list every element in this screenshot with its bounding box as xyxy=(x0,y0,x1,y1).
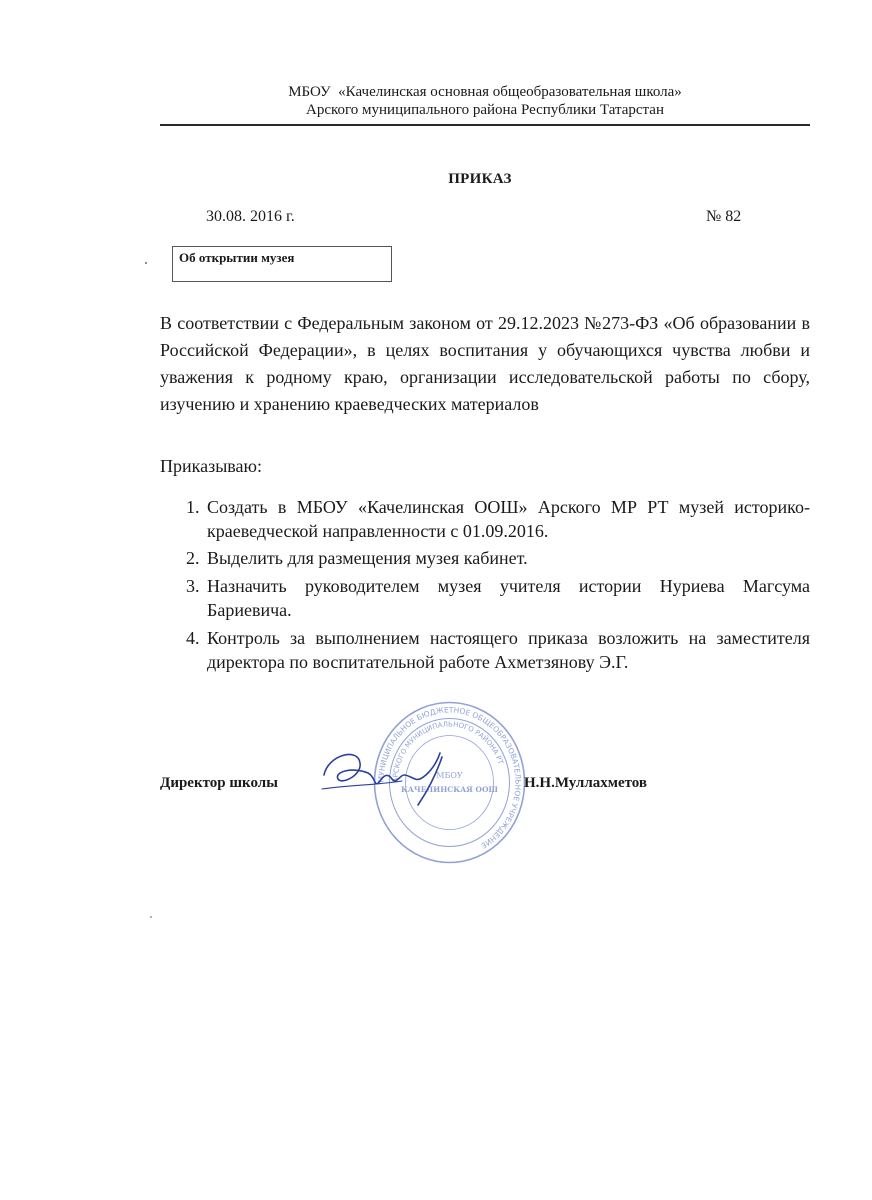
header-school-name: МБОУ «Качелинская основная общеобразовательная школа» xyxy=(288,84,682,100)
header-district: Арского муниципального района Республики Татарстан xyxy=(305,102,664,118)
signature-underline xyxy=(322,781,402,789)
list-item-number: 2. xyxy=(186,548,200,568)
list-item xyxy=(160,495,810,543)
stamp-inner-text: АРСКОГО МУНИЦИПАЛЬНОГО РАЙОНА РТ xyxy=(391,720,505,783)
stamp-center-line2: КАЧЕЛИНСКАЯ ООШ xyxy=(400,785,499,794)
list-item xyxy=(160,626,810,674)
signatory-name: Н.Н.Муллахметов xyxy=(524,775,648,791)
order-items-list xyxy=(160,495,810,674)
order-date: 30.08. 2016 г. xyxy=(206,208,295,225)
stamp-center-line1: МБОУ xyxy=(436,771,463,780)
subject-text: Об открытии музея xyxy=(179,250,295,265)
subject-box xyxy=(172,246,392,282)
order-number: № 82 xyxy=(706,208,742,225)
list-item xyxy=(160,574,810,622)
signature-stroke xyxy=(324,753,442,805)
list-item-number: 1. xyxy=(186,497,200,517)
document-header xyxy=(160,83,810,119)
preamble-paragraph: В соответствии с Федеральным законом от 29.12.2023 №273-ФЗ «Об образовании в Российской Федерации», в целях воспитания у обучающихся чувства любви и уважения к родному краю, организации исследовательской работы по сбору, изучению и хранению краеведческих материалов xyxy=(160,313,810,414)
document-title: ПРИКАЗ xyxy=(448,171,512,187)
list-item-number: 3. xyxy=(186,576,200,596)
header-divider xyxy=(160,124,810,126)
list-item-text: Выделить для размещения музея кабинет. xyxy=(207,548,528,568)
scan-speck xyxy=(145,262,147,264)
stamp-outer-text: МУНИЦИПАЛЬНОЕ БЮДЖЕТНОЕ ОБЩЕОБРАЗОВАТЕЛЬНОЕ УЧРЕЖДЕНИЕ xyxy=(376,705,523,851)
scan-speck xyxy=(150,916,152,918)
order-word: Приказываю: xyxy=(160,456,262,476)
list-item-text: Контроль за выполнением настоящего приказа возложить на заместителя директора по воспитательной работе Ахметзянову Э.Г. xyxy=(207,628,810,672)
list-item-number: 4. xyxy=(186,628,200,648)
list-item xyxy=(160,546,810,570)
signatory-role: Директор школы xyxy=(160,775,278,791)
list-item-text: Создать в МБОУ «Качелинская ООШ» Арского МР РТ музей историко- краеведческой направленности с 01.09.2016. xyxy=(207,497,810,541)
list-item-text: Назначить руководителем музея учителя истории Нуриева Магсума Бариевича. xyxy=(207,576,810,620)
director-signature xyxy=(318,745,468,815)
